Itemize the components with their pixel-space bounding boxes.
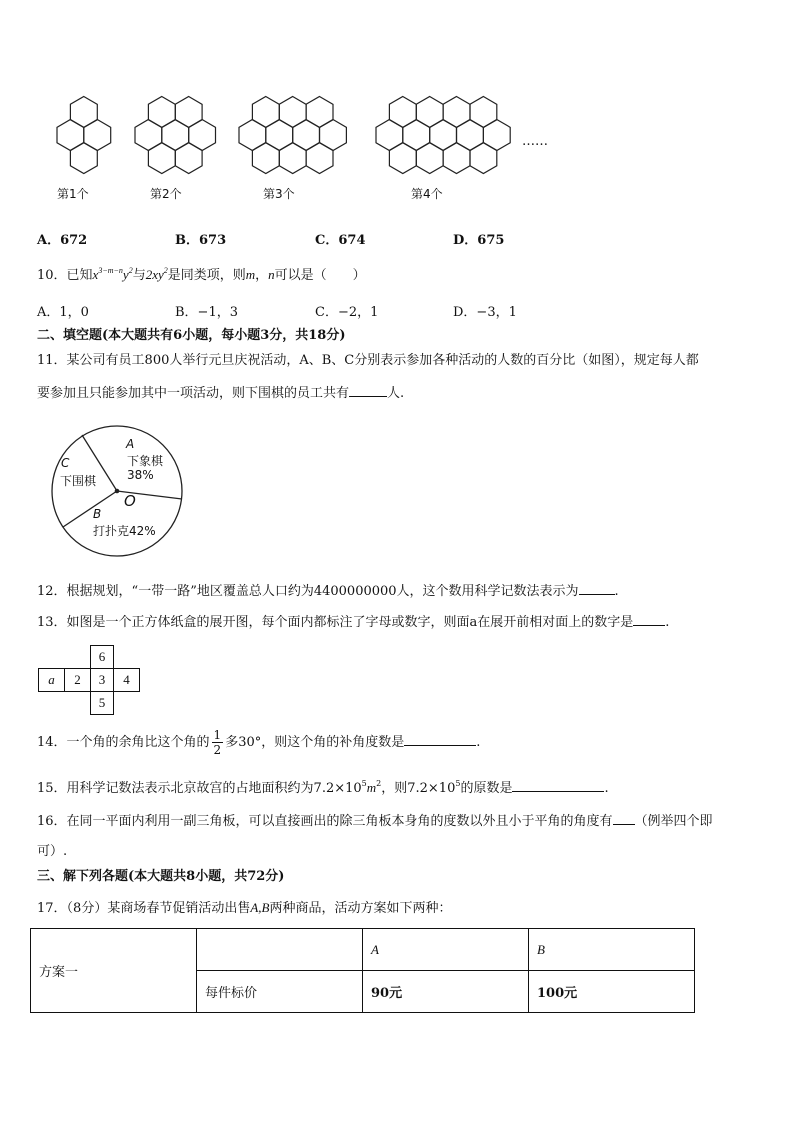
hexagon-fig3 (320, 120, 347, 151)
pie-chart (50, 418, 186, 564)
pie-label-b-text: 打扑克42% (93, 524, 156, 538)
section-3-title: 三、解下列各题(本大题共8小题，共72分) (37, 869, 285, 884)
pie-label-a-percent: 38% (127, 468, 154, 482)
q9-option-b: B．673 (175, 233, 227, 248)
hexagon-fig3 (266, 120, 293, 151)
table-cell-plan: 方案一 (31, 929, 197, 1013)
hexagon-fig3 (306, 97, 333, 128)
answer-blank[interactable] (633, 613, 665, 626)
question-11-line2: 要参加且只能参加其中一项活动，则下围棋的员工共有 人. (37, 386, 405, 401)
question-16-line2: 可）. (37, 844, 68, 859)
answer-blank[interactable] (579, 582, 615, 595)
question-17: 17．（8分）某商场春节促销活动出售A,B两种商品，活动方案如下两种： (37, 900, 452, 916)
hexagon-fig2 (148, 97, 175, 128)
hexagon-fig4 (403, 120, 430, 151)
hexagon-fig4 (443, 97, 470, 128)
answer-blank[interactable] (512, 779, 604, 792)
hexagon-fig4 (376, 120, 403, 151)
question-12: 12．根据规划，“一带一路”地区覆盖总人口约为4400000000人，这个数用科学记数法表示为 . (37, 584, 619, 599)
hexagon-fig3 (279, 143, 306, 174)
answer-blank[interactable] (613, 812, 635, 825)
hexagon-fig4 (416, 143, 443, 174)
pie-center-label: O (124, 492, 136, 510)
table-cell-row-label: 每件标价 (197, 971, 363, 1013)
q10-term2: $2xy^2$ (145, 266, 168, 282)
pie-label-c-name: 下围棋 (60, 474, 97, 488)
q10-option-a: A．1，0 (37, 305, 89, 320)
figure-label-2: 第2个 (150, 187, 182, 201)
hexagon-fig2 (175, 143, 202, 174)
hexagon-fig4 (470, 97, 497, 128)
hexagon-fig3 (306, 143, 333, 174)
hexagon-fig4 (389, 97, 416, 128)
hexagon-fig1 (84, 120, 111, 151)
hexagon-fig1 (57, 120, 84, 151)
figure-label-4: 第4个 (411, 187, 443, 201)
net-face-a: a (38, 668, 65, 692)
q9-option-c: C．674 (315, 233, 366, 248)
hexagon-fig2 (175, 97, 202, 128)
table-row (31, 929, 695, 971)
hexagon-fig3 (252, 97, 279, 128)
hexagon-pattern-figure (30, 92, 570, 182)
net-face-4: 4 (113, 668, 140, 692)
fraction-one-half: $\frac{1}{2}$ (213, 728, 222, 757)
section-2-title: 二、填空题(本大题共有6小题，每小题3分，共18分) (37, 328, 346, 343)
hexagon-fig4 (470, 143, 497, 174)
table-cell-price-a: 90元 (363, 971, 529, 1013)
hexagon-fig4 (443, 143, 470, 174)
hexagon-fig3 (239, 120, 266, 151)
answer-blank[interactable] (404, 733, 476, 746)
hexagon-fig4 (416, 97, 443, 128)
plan-table (30, 928, 695, 1013)
hexagon-fig4 (430, 120, 457, 151)
pie-label-b-letter: B (93, 507, 102, 521)
pie-label-a-name: 下象棋 (127, 454, 164, 468)
table-header-a: A (363, 929, 529, 971)
hexagon-fig3 (252, 143, 279, 174)
hexagon-fig4 (389, 143, 416, 174)
net-face-bottom: 5 (90, 691, 114, 715)
question-13: 13．如图是一个正方体纸盒的展开图，每个面内都标注了字母或数字，则面a在展开前相对面上的数字是 . (37, 615, 670, 630)
q10-option-d: D．−3，1 (453, 305, 517, 320)
q10-term1: $x^{3-m-n}y^2$ (92, 266, 133, 282)
hexagon-fig2 (162, 120, 189, 151)
hexagon-fig4 (457, 120, 484, 151)
net-face-3: 3 (90, 668, 114, 692)
figure-label-3: 第3个 (263, 187, 295, 201)
hexagon-fig2 (189, 120, 216, 151)
hexagon-fig2 (135, 120, 162, 151)
pie-label-c-letter: C (61, 456, 70, 470)
pie-label-a-letter: A (126, 437, 135, 451)
question-10: 10．已知$x^{3-m-n}y^2$与$2xy^2$是同类项，则m，n可以是（ ） (37, 266, 366, 283)
table-cell-empty (197, 929, 363, 971)
net-face-top: 6 (90, 645, 114, 669)
hexagon-fig1 (70, 97, 97, 128)
hexagon-fig1 (70, 143, 97, 174)
answer-blank[interactable] (349, 384, 387, 397)
hexagon-fig3 (279, 97, 306, 128)
question-15: 15．用科学记数法表示北京故宫的占地面积约为$7.2\times 10^5m^2$，则$7.2\times 10^5$的原数是 . (37, 779, 609, 796)
q10-option-c: C．−2，1 (315, 305, 379, 320)
q10-option-b: B．−1，3 (175, 305, 238, 320)
q9-option-d: D．675 (453, 233, 505, 248)
question-14: 14．一个角的余角比这个角的 $\frac{1}{2}$ 多30°，则这个角的补角度数是 . (37, 728, 481, 757)
figure-label-1: 第1个 (57, 187, 89, 201)
net-face-2: 2 (64, 668, 91, 692)
question-16-line1: 16．在同一平面内利用一副三角板，可以直接画出的除三角板本身角的度数以外且小于平角的角度有 （例举四个即 (37, 814, 713, 829)
figure-ellipsis: …… (522, 134, 548, 149)
pie-center-dot (115, 489, 120, 494)
q9-option-a: A．672 (37, 233, 88, 248)
hexagon-fig3 (293, 120, 320, 151)
table-cell-price-b: 100元 (529, 971, 695, 1013)
question-11-line1: 11．某公司有员工800人举行元旦庆祝活动，A、B、C分别表示参加各种活动的人数的百分比（如图），规定每人都 (37, 353, 699, 368)
hexagon-fig2 (148, 143, 175, 174)
hexagon-fig4 (483, 120, 510, 151)
table-header-b: B (529, 929, 695, 971)
